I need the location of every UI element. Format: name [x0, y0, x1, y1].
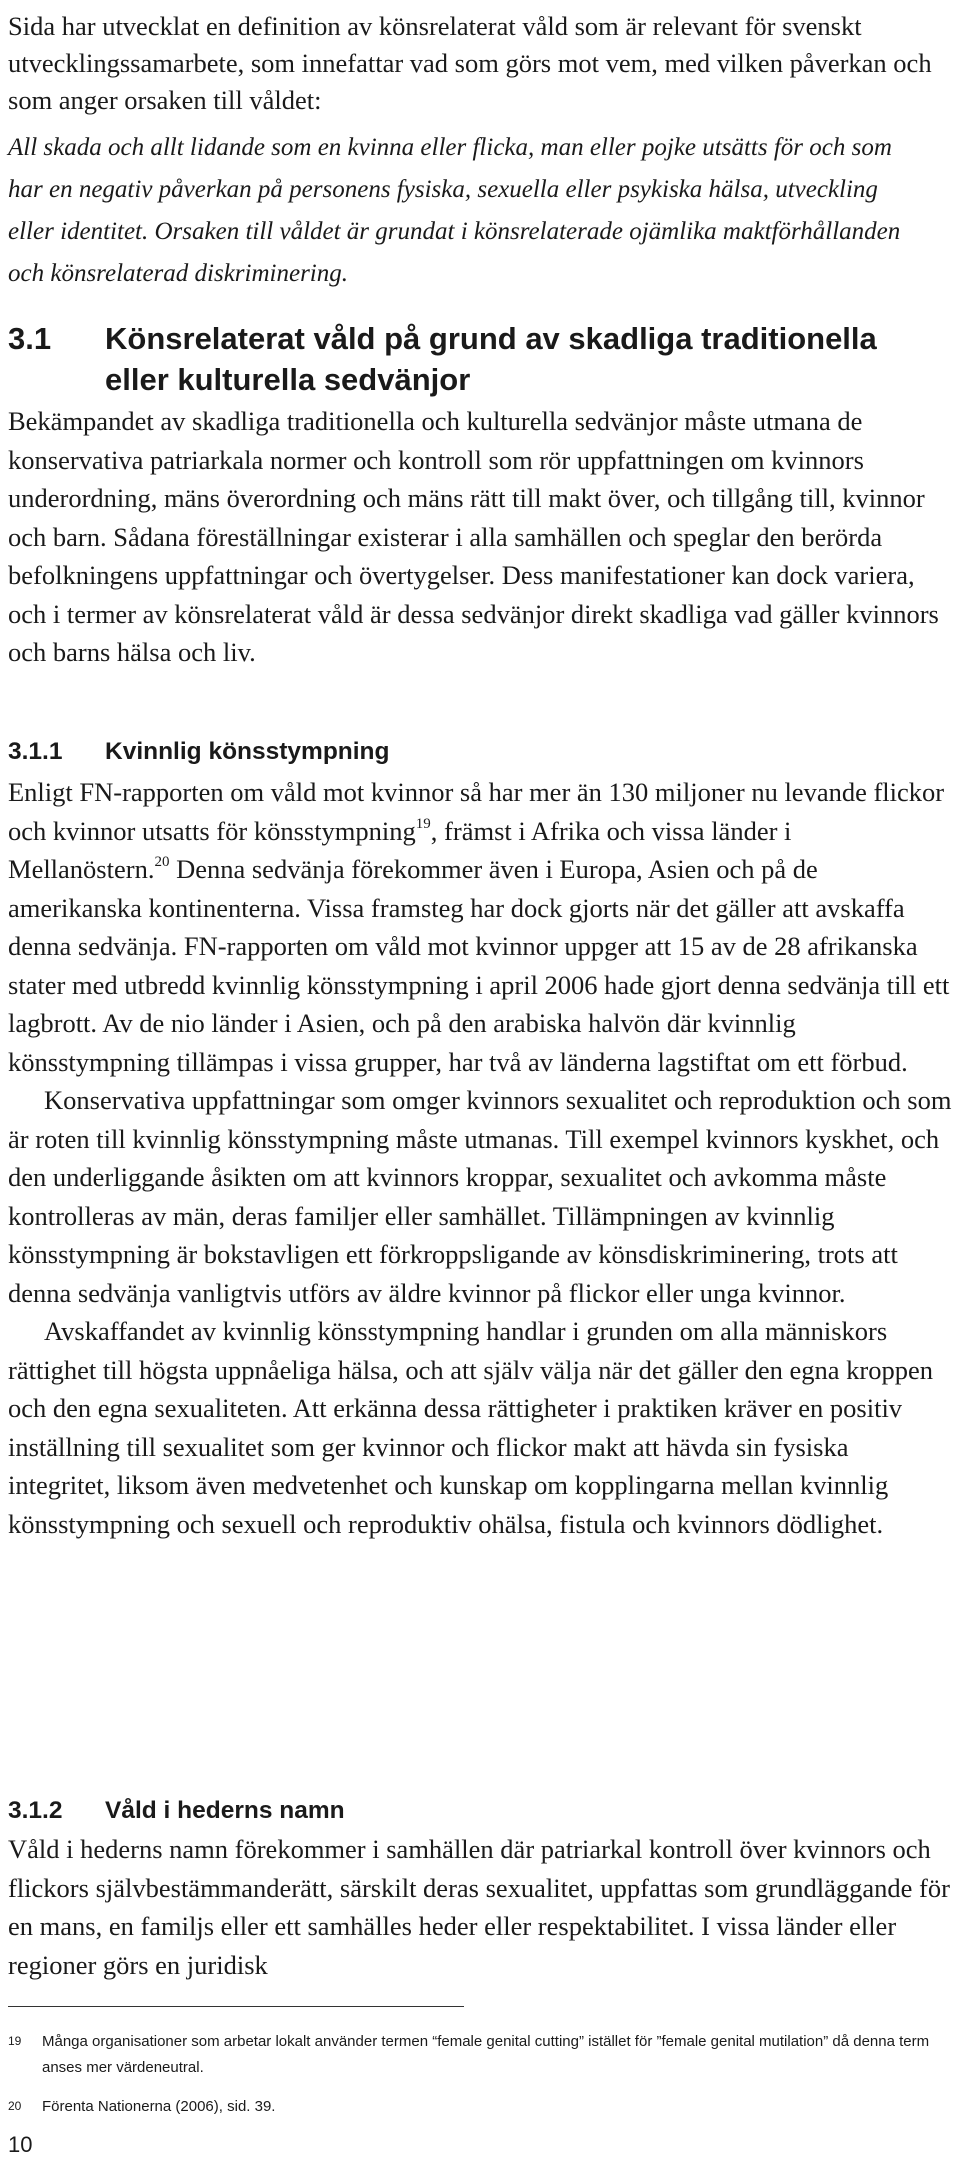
- footnote-ref-20[interactable]: 20: [154, 854, 170, 871]
- section-title: Könsrelaterat våld på grund av skadliga traditionella eller kulturella sedvänjor: [105, 321, 877, 397]
- intro-paragraph: Sida har utvecklat en definition av könsrelaterat våld som är relevant för svenskt utvecklingssamarbete, som innefattar vad som görs mot vem, med vilken påverkan och som anger orsaken till våldet:: [8, 11, 932, 115]
- text-run: , främst i Afrika och vissa länder i Mellanöstern.: [8, 815, 792, 884]
- footnote-divider: [8, 2006, 464, 2007]
- page-number: 10: [8, 2132, 33, 2157]
- section-number: 3.1: [8, 321, 52, 356]
- footnote-number: 19: [8, 2034, 22, 2048]
- footnote-number: 20: [8, 2099, 22, 2113]
- body-paragraph: Avskaffandet av kvinnlig könsstympning handlar i grunden om alla människors rättighet till högsta uppnåeliga hälsa, och att själv välja när det gäller den egna kroppen och den egna sexualiteten. Att erkänna dessa rättigheter i praktiken kräver en positiv inställning till sexualitet som ger kvinnor och flickor makt att hävda sin fysiska integritet, liksom även medvetenhet och kunskap om kopplingarna mellan kvinnlig könsstympning och sexuell och reproduktiv ohälsa, fistula och kvinnors dödlighet.: [8, 1316, 933, 1539]
- text-run: Denna sedvänja förekommer även i Europa, Asien och på de amerikanska kontinenterna. Vissa framsteg har dock gjorts när det gäller att avskaffa denna sedvänja. FN-rapporten om våld mot kvinnor uppger att 15 av de 28 afrikanska stater med utbredd kvinnlig könsstympning i april 2006 hade gjort denna sedvänja till ett lagbrott. Av de nio länder i Asien, och på den arabiska halvön där kvinnlig könsstympning tillämpas i vissa grupper, har två av länderna lagstiftat om ett förbud.: [8, 854, 950, 1077]
- subsection-number: 3.1.1: [8, 738, 63, 765]
- subsection-title: Våld i hederns namn: [105, 1797, 345, 1824]
- footnote-text: Många organisationer som arbetar lokalt använder termen “female genital cutting” istället för ”female genital mutilation” då denna term anses mer värdeneutral.: [42, 2033, 930, 2076]
- text-run: Enligt FN-rapporten om våld mot kvinnor så har mer än 130 miljoner nu levande flickor och kvinnor utsatts för könsstympning: [8, 777, 945, 846]
- body-paragraph: [8, 773, 953, 1081]
- section-3-1-body: Bekämpandet av skadliga traditionella och kulturella sedvänjor måste utmana de konservativa patriarkala normer och kontroll som rör uppfattningen om kvinnors underordning, mäns överordning och mäns rätt till makt över, och tillgång till, kvinnor och barn. Sådana föreställningar existerar i alla samhällen och speglar den berörda befolkningens uppfattningar och övertygelser. Dess manifestationer kan dock variera, och i termer av könsrelaterat våld är dessa sedvänjor direkt skadliga vad gäller kvinnors och barns hälsa och liv.: [8, 406, 939, 667]
- footnote-ref-19[interactable]: 19: [415, 815, 431, 832]
- section-3-1-2-body: [8, 1830, 953, 1984]
- body-paragraph: Konservativa uppfattningar som omger kvinnors sexualitet och reproduktion och som är roten till kvinnlig könsstympning måste utmanas. Till exempel kvinnors kyskhet, och den underliggande åsikten om att kvinnors kroppar, sexualitet och avkomma måste kontrolleras av män, deras familjer eller samhället. Tillämpningen av kvinnlig könsstympning är bokstavligen ett förkroppsligande av könsdiskriminering, trots att denna sedvänja vanligtvis utförs av äldre kvinnor på flickor eller unga kvinnor.: [8, 1085, 952, 1308]
- subsection-title: Kvinnlig könsstympning: [105, 738, 390, 765]
- section-3-1-1-body: [8, 773, 953, 1543]
- definition-quote: All skada och allt lidande som en kvinna eller flicka, man eller pojke utsätts för och som har en negativ påverkan på personens fysiska, sexuella eller psykiska hälsa, utveckling eller identitet. Orsaken till våldet är grundat i könsrelaterade ojämlika maktförhållanden och könsrelaterad diskriminering.: [8, 134, 901, 287]
- body-paragraph: Våld i hederns namn förekommer i samhällen där patriarkal kontroll över kvinnors och flickors självbestämmanderätt, särskilt deras sexualitet, uppfattas som grundläggande för en mans, en familjs eller ett samhälles heder eller respektabilitet. I vissa länder eller regioner görs en juridisk: [8, 1834, 950, 1980]
- footnote-text: Förenta Nationerna (2006), sid. 39.: [42, 2098, 276, 2115]
- subsection-number: 3.1.2: [8, 1797, 63, 1824]
